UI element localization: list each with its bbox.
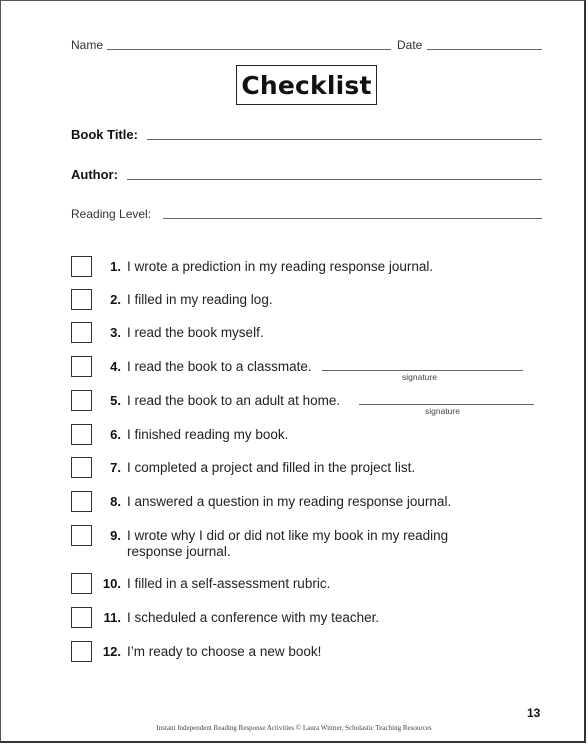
book-title-line[interactable] — [147, 139, 542, 140]
item-number: 4. — [110, 359, 121, 374]
checkbox-5[interactable] — [71, 390, 92, 411]
author-line[interactable] — [127, 179, 542, 180]
checkbox-3[interactable] — [71, 322, 92, 343]
author-label: Author: — [71, 167, 118, 182]
item-text: I read the book myself. — [127, 325, 264, 340]
checkbox-8[interactable] — [71, 491, 92, 512]
signature-line[interactable] — [359, 404, 534, 405]
checkbox-11[interactable] — [71, 607, 92, 628]
item-number: 8. — [110, 494, 121, 509]
checkbox-9[interactable] — [71, 525, 92, 546]
signature-label: signature — [402, 372, 437, 382]
signature-line[interactable] — [322, 370, 523, 371]
item-text: I read the book to an adult at home. — [127, 393, 341, 408]
date-label: Date — [397, 38, 423, 52]
item-number: 3. — [110, 325, 121, 340]
item-text: I wrote a prediction in my reading response journal. — [127, 259, 434, 274]
item-number: 1. — [110, 259, 121, 274]
checkbox-1[interactable] — [71, 256, 92, 277]
name-line[interactable] — [107, 49, 391, 50]
item-text: I read the book to a classmate. — [127, 359, 312, 374]
signature-label: signature — [425, 406, 460, 416]
item-text: I scheduled a conference with my teacher. — [127, 610, 380, 625]
footer-credit: Instant Independent Reading Response Activities © Laura Witmer, Scholastic Teaching Resources — [156, 724, 432, 732]
checkbox-10[interactable] — [71, 573, 92, 594]
title-box — [236, 65, 377, 105]
checkbox-12[interactable] — [71, 641, 92, 662]
item-text: I wrote why I did or did not like my book in my reading response journal. — [127, 528, 449, 559]
item-number: 5. — [110, 393, 121, 408]
item-text: I filled in a self-assessment rubric. — [127, 576, 331, 591]
checkbox-4[interactable] — [71, 356, 92, 377]
item-text: I’m ready to choose a new book! — [127, 644, 322, 659]
page-number: 13 — [527, 706, 541, 720]
date-line[interactable] — [427, 49, 542, 50]
page-title: Checklist — [241, 70, 372, 100]
checkbox-6[interactable] — [71, 424, 92, 445]
item-text: I filled in my reading log. — [127, 292, 273, 307]
item-number: 2. — [110, 292, 121, 307]
item-number: 7. — [110, 460, 121, 475]
item-number: 12. — [102, 644, 121, 659]
checkbox-7[interactable] — [71, 457, 92, 478]
item-number: 11. — [103, 610, 121, 625]
item-number: 6. — [110, 427, 121, 442]
item-text: I completed a project and filled in the project list. — [127, 460, 416, 475]
name-label: Name — [71, 38, 104, 52]
checkbox-2[interactable] — [71, 289, 92, 310]
item-number: 10. — [102, 576, 121, 591]
book-title-label: Book Title: — [71, 127, 138, 142]
reading-level-line[interactable] — [163, 218, 542, 219]
item-text: I finished reading my book. — [127, 427, 289, 442]
item-number: 9. — [110, 528, 121, 543]
item-text: I answered a question in my reading response journal. — [127, 494, 452, 509]
reading-level-label: Reading Level: — [71, 207, 152, 221]
